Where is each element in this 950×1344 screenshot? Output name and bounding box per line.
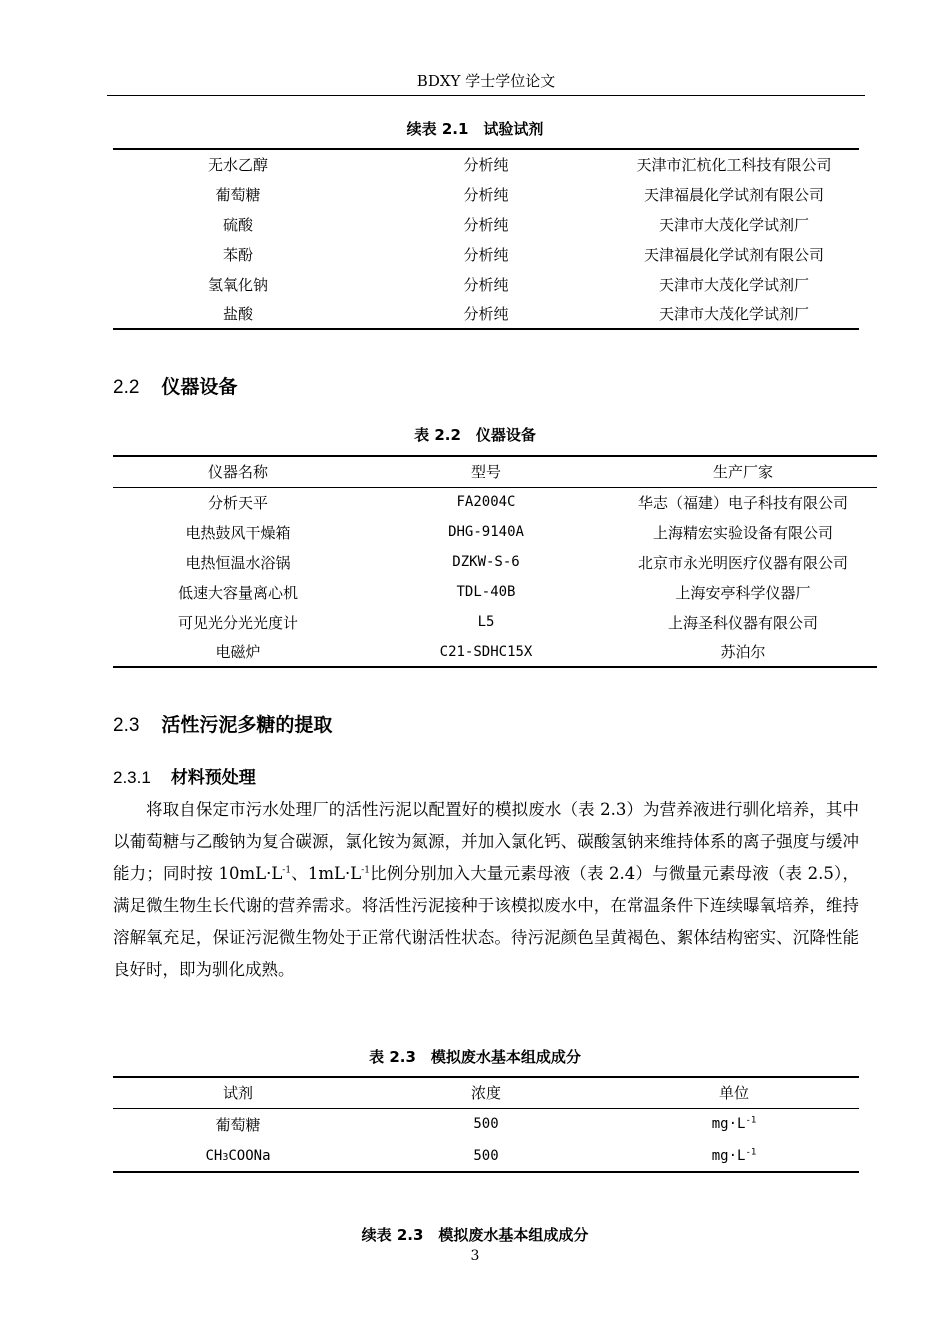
section-title: 活性污泥多糖的提取 — [161, 714, 333, 736]
page-header: BDXY 学士学位论文 — [107, 70, 865, 96]
table-cell: 盐酸 — [222, 305, 253, 323]
table-cell: 天津市大茂化学试剂厂 — [658, 305, 809, 323]
section-heading-2-3 — [113, 710, 332, 737]
table-cell: 分析纯 — [463, 156, 509, 174]
table-row — [113, 179, 859, 209]
instruments-table — [113, 455, 877, 668]
table-cell: 上海圣科仪器有限公司 — [667, 613, 818, 632]
table-row — [113, 269, 859, 299]
table-cell: 500 — [473, 1147, 499, 1164]
table-cell: 北京市永光明医疗仪器有限公司 — [637, 553, 848, 572]
table-cell: 无水乙醇 — [207, 156, 268, 174]
table-cell: DZKW-S-6 — [452, 554, 520, 570]
superscript: -1 — [745, 1115, 757, 1126]
table-row — [113, 1140, 859, 1172]
superscript: -1 — [361, 865, 370, 876]
table-cell: C21-SDHC15X — [439, 643, 533, 660]
table-cell: 电热鼓风干燥箱 — [185, 523, 291, 542]
table-cell: 氢氧化钠 — [207, 275, 268, 294]
table-cell: 500 — [473, 1116, 499, 1133]
section-number: 2.2 — [113, 377, 140, 398]
subscript: 3 — [222, 1151, 229, 1163]
table-row — [113, 607, 877, 637]
table-row — [113, 149, 859, 179]
reagent-name: CH — [205, 1147, 223, 1164]
table-cell: L5 — [477, 614, 495, 630]
table-cell: 天津市汇杭化工科技有限公司 — [636, 156, 832, 174]
table-cell: 电热恒温水浴锅 — [185, 553, 291, 572]
table-cell: FA2004C — [456, 494, 516, 511]
section-heading-2-3-1 — [113, 763, 256, 788]
table-cell: 天津福晨化学试剂有限公司 — [643, 245, 824, 264]
table-row — [113, 577, 877, 607]
table-row — [113, 1108, 859, 1140]
paragraph-text: 、1mL·L — [291, 864, 362, 883]
table-row — [113, 547, 877, 577]
table-2-3-caption: 表 2.3 模拟废水基本组成成分 — [369, 1048, 581, 1066]
table-row — [113, 209, 859, 239]
table-cell: 分析纯 — [463, 245, 509, 264]
table-row — [113, 299, 859, 329]
table-cell: 硫酸 — [222, 215, 253, 234]
column-header: 生产厂家 — [609, 456, 877, 487]
column-header: 浓度 — [363, 1077, 609, 1108]
table-cell: TDL-40B — [456, 584, 516, 600]
wastewater-composition-table — [113, 1076, 859, 1173]
column-header: 型号 — [363, 456, 609, 487]
table-row — [113, 239, 859, 269]
column-header: 试剂 — [113, 1077, 363, 1108]
table-cell: 分析纯 — [463, 185, 509, 204]
table-cell: 天津福晨化学试剂有限公司 — [643, 185, 824, 204]
table-cell: 天津市大茂化学试剂厂 — [658, 275, 809, 294]
table-cell: 电磁炉 — [215, 643, 261, 661]
superscript: -1 — [282, 865, 292, 876]
column-header: 仪器名称 — [113, 456, 363, 487]
reagents-table — [113, 148, 859, 330]
paragraph-text: 比例分别加入大量元素母液（表 2.4）与微量元素母液（表 2.5），满足微生物生长代谢的营养需求。将活性污泥接种于该模拟废水中，在常温条件下连续曝氧培养，维持溶解氧充足，保证污泥微生物处于正常代谢活性状态。待污泥颜色呈黄褐色、絮体结构密实、沉降性能良好时，即为驯化成熟。 — [113, 864, 859, 979]
table-cell: 分析纯 — [463, 275, 509, 294]
table-cell — [113, 1108, 363, 1140]
table-2-2-caption: 表 2.2 仪器设备 — [414, 426, 536, 444]
unit-text: mg·L — [711, 1116, 746, 1133]
table-cell: 低速大容量离心机 — [177, 583, 298, 602]
table-2-3-continued-caption: 续表 2.3 模拟废水基本组成成分 — [361, 1226, 589, 1244]
table-cell: 分析天平 — [207, 493, 268, 512]
body-paragraph — [113, 794, 859, 986]
column-header: 单位 — [609, 1077, 859, 1108]
table-cell — [609, 1108, 859, 1140]
table-cell: DHG-9140A — [448, 524, 524, 540]
reagent-name-tail: COONa — [228, 1147, 271, 1164]
reagent-name: 葡萄糖 — [215, 1115, 261, 1134]
section-title: 材料预处理 — [170, 768, 256, 788]
table-header-row — [113, 456, 877, 487]
table-cell: 苯酚 — [222, 245, 253, 264]
paragraph-text: 将取自保定市污水处理厂的活性污泥以配置好的模拟废水（表 2.3）为营养液进行驯化培养，其中以葡萄糖与乙酸钠为复合碳源，氯化铵为氮源，并加入氯化钙、碳酸氢钠来维持体系的离子强度与缓冲能力；同时按 10mL·L — [113, 800, 859, 883]
table-header-row — [113, 1077, 859, 1108]
unit-text: mg·L — [711, 1147, 746, 1164]
table-cell: 天津市大茂化学试剂厂 — [658, 215, 809, 234]
page-number: 3 — [470, 1248, 480, 1264]
table-cell: 上海精宏实验设备有限公司 — [652, 523, 833, 542]
table-cell: 葡萄糖 — [215, 185, 261, 204]
table-cell — [609, 1140, 859, 1172]
table-row — [113, 517, 877, 547]
section-number: 2.3 — [113, 715, 140, 736]
section-number: 2.3.1 — [113, 768, 151, 787]
table-cell: 华志（福建）电子科技有限公司 — [637, 493, 848, 512]
table-cell: 分析纯 — [463, 215, 509, 234]
table-cell — [113, 1140, 363, 1172]
table-cell: 可见光分光光度计 — [177, 613, 298, 632]
section-title: 仪器设备 — [161, 376, 238, 398]
table-cell: 上海安亭科学仪器厂 — [675, 583, 811, 602]
table-row — [113, 637, 877, 667]
superscript: -1 — [745, 1146, 757, 1157]
table-row — [113, 487, 877, 517]
table-cell: 苏泊尔 — [720, 643, 766, 661]
table-2-1-caption: 续表 2.1 试验试剂 — [406, 120, 544, 138]
table-cell: 分析纯 — [463, 305, 509, 323]
section-heading-2-2 — [113, 372, 237, 399]
